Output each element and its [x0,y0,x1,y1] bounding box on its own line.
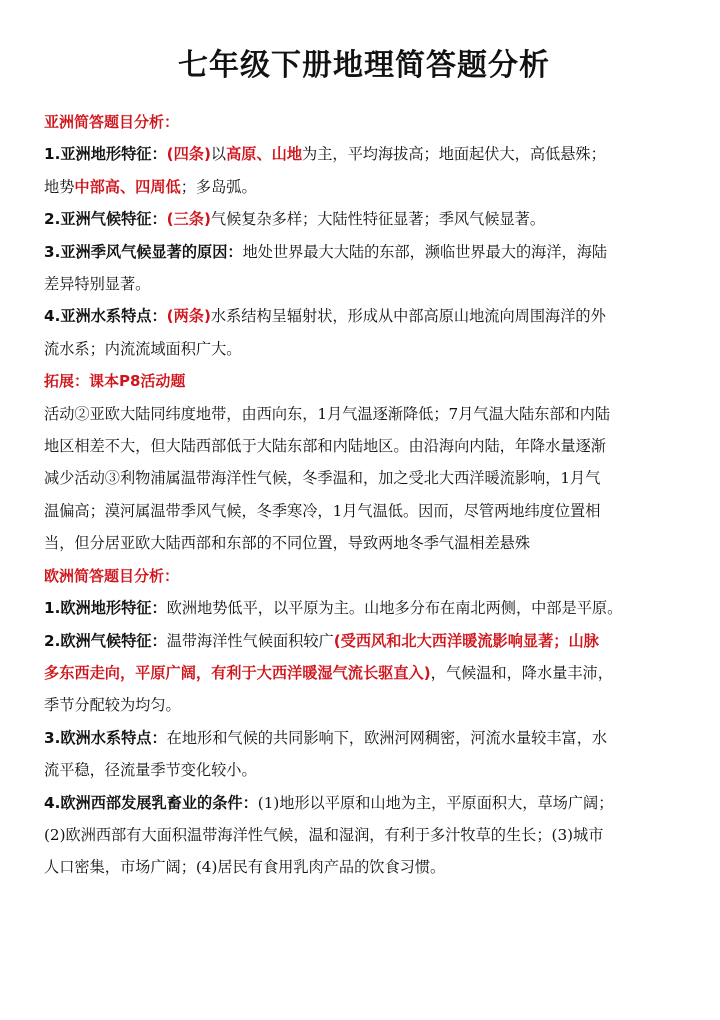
asia-q1-text3: 地势 [44,177,75,196]
europe-q2-line1 [44,625,684,657]
asia-q1-highlight1: 高原、山地 [226,145,303,164]
asia-q2-text: 气候复杂多样；大陆性特征显著；季风气候显著。 [210,210,546,229]
asia-q2-label: 2.亚洲气候特征： [44,210,167,229]
asia-q1-line1 [44,138,684,170]
asia-q1-label: 1.亚洲地形特征： [44,145,167,164]
asia-q4-line1 [44,300,684,332]
asia-q2-count: (三条) [166,210,211,229]
asia-q1-line2 [44,171,684,203]
extension-line: 当，但分居亚欧大陆西部和东部的不同位置，导致两地冬季气温相差悬殊 [44,534,530,553]
europe-q4-line2 [44,819,684,851]
europe-q4-label: 4.欧洲西部发展乳畜业的条件： [44,793,258,812]
europe-q2-text3: 季节分配较为均匀。 [44,696,181,715]
europe-section-heading [44,560,684,592]
asia-q4-text1: 水系结构呈辐射状，形成从中部高原山地流向周围海洋的外 [210,307,606,326]
extension-heading-text: 拓展：课本P8活动题 [44,372,186,391]
europe-heading-text: 欧洲简答题目分析： [44,566,180,585]
europe-q2-text2: ，气候温和，降水量丰沛， [430,663,613,682]
asia-q1-text2: 为主，平均海拔高；地面起伏大，高低悬殊； [302,145,606,164]
europe-q2-text1: 温带海洋性气候面积较广 [166,631,334,650]
europe-q3-label: 3.欧洲水系特点： [44,728,167,747]
asia-q3-label: 3.亚洲季风气候显著的原因： [44,242,243,261]
asia-q3-line2 [44,268,684,300]
europe-q2-line3 [44,689,684,721]
europe-q4-text2: (2)欧洲西部有大面积温带海洋性气候，温和湿润，有利于多汁牧草的生长；(3)城市 [44,825,604,844]
extension-line: 活动②亚欧大陆同纬度地带，由西向东，1月气温逐渐降低；7月气温大陆东部和内陆 [44,404,611,423]
extension-line: 地区相差不大，但大陆西部低于大陆东部和内陆地区。由沿海向内陆，年降水量逐渐 [44,437,606,456]
europe-q4-line1 [44,787,684,819]
asia-q3-line1 [44,236,684,268]
asia-q3-text2: 差异特别显著。 [44,275,151,294]
asia-q4-text2: 流水系；内流流域面积广大。 [44,339,242,358]
europe-q2-line2 [44,657,684,689]
europe-q4-line3 [44,851,684,883]
asia-q2-line [44,203,684,235]
asia-q1-text1: 以 [210,145,227,164]
asia-q3-text1: 地处世界最大大陆的东部，濒临世界最大的海洋，海陆 [242,242,608,261]
europe-q3-text1: 在地形和气候的共同影响下，欧洲河网稠密，河流水量较丰富，水 [166,728,608,747]
europe-q2-highlight1: (受西风和北大西洋暖流影响显著；山脉 [333,631,599,650]
extension-line: 减少活动③利物浦属温带海洋性气候，冬季温和，加之受北大西洋暖流影响，1月气 [44,469,601,488]
europe-q4-text3: 人口密集，市场广阔；(4)居民有食用乳肉产品的饮食习惯。 [44,858,446,877]
europe-q3-text2: 流平稳，径流量季节变化较小。 [44,761,257,780]
europe-q4-text1: (1)地形以平原和山地为主，平原面积大，草场广阔； [257,793,614,812]
asia-q4-line2 [44,333,684,365]
europe-q2-highlight2: 多东西走向，平原广阔，有利于大西洋暖湿气流长驱直入) [44,663,431,682]
europe-q3-line2 [44,754,684,786]
asia-q4-label: 4.亚洲水系特点： [44,307,167,326]
europe-q1-line [44,592,684,624]
europe-q3-line1 [44,722,684,754]
asia-q1-highlight2: 中部高、四周低 [74,177,181,196]
asia-q4-count: (两条) [166,307,211,326]
europe-q1-label: 1.欧洲地形特征： [44,599,167,618]
asia-heading-text: 亚洲简答题目分析： [44,113,180,131]
extension-line: 温偏高；漠河属温带季风气候，冬季寒冷，1月气温低。因而，尽管两地纬度位置相 [44,501,601,520]
asia-q1-count: (四条) [166,145,211,164]
europe-q1-text: 欧洲地势低平，以平原为主。山地多分布在南北两侧，中部是平原。 [166,599,623,618]
page-title: 七年级下册地理简答题分析 [178,48,550,83]
europe-q2-label: 2.欧洲气候特征： [44,631,167,650]
extension-heading [44,365,684,397]
asia-section-heading [44,106,684,138]
asia-q1-text4: ；多岛弧。 [180,177,257,196]
